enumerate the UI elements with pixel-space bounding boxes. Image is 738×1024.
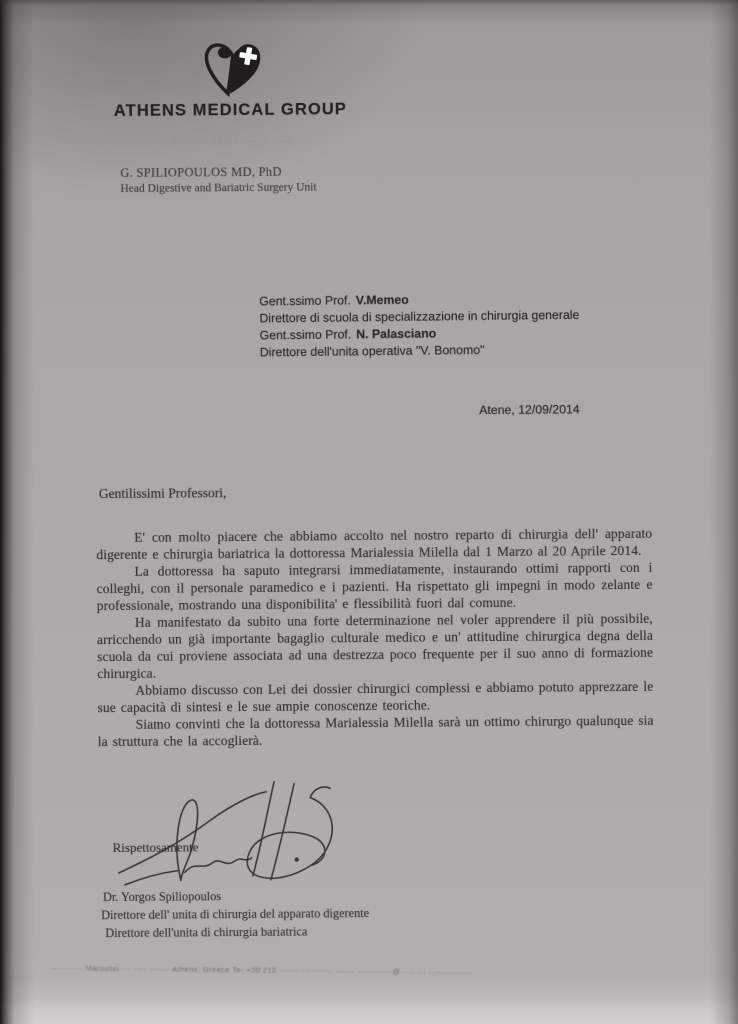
- paragraph: Abbiamo discusso con Lei dei dossier chirurgici complessi e abbiamo potuto apprezzare le sue capacità di sintesi e le sue ampie conoscenze teoriche.: [97, 678, 654, 716]
- letter-salutation: Gentilissimi Professori,: [98, 485, 227, 502]
- paragraph: E' con molto piacere che abbiamo accolto nel nostro reparto di chirurgia dell' apparato digerente e chirurgia bariatrica la dottoressa Marialessia Milella dal 1 Marzo al 20 Aprile 2014.: [96, 525, 653, 563]
- recipient-name: V.Memeo: [355, 292, 409, 308]
- recipient-title: Direttore di scuola di specializzazione in chirurgia generale: [259, 307, 580, 326]
- recipients-block: [259, 290, 580, 362]
- signer-title: Direttore dell' unita di chirurgia del apparato digerente: [101, 906, 370, 923]
- recipient-salutation: Gent.ssimo Prof.: [259, 327, 352, 343]
- sender-block: [120, 164, 316, 195]
- dateline: Atene, 12/09/2014: [479, 402, 580, 418]
- signer-name: Dr. Yorgos Spiliopoulos: [102, 889, 222, 905]
- recipient-salutation: Gent.ssimo Prof.: [259, 293, 351, 309]
- signer-block: [103, 886, 369, 942]
- org-name: ATHENS MEDICAL GROUP: [113, 100, 348, 120]
- sender-title: Head Digestive and Bariatric Surgery Unit: [120, 181, 317, 195]
- letter-body: [96, 525, 654, 750]
- recipient-name: N. Palasciano: [356, 326, 437, 342]
- heart-cross-logo-icon: [199, 41, 263, 104]
- sender-name: G. SPILIOPOULOS MD, PhD: [120, 164, 282, 180]
- signer-title: Direttore dell'unita di chirurgia bariatrica: [105, 924, 308, 941]
- paragraph: La dottoressa ha saputo integrarsi immediatamente, instaurando ottimi rapporti con i colleghi, con il personale paramedico e i pazienti. Ha rispettato gli impegni in modo zelante e professionale, mostrando una disponibilita' e flessibilità fuori dal comune.: [96, 559, 653, 614]
- valediction: Rispettosamente: [112, 839, 199, 856]
- letterhead-tagline-illegible: ·· ···· ····· ··· · ····: [173, 135, 295, 148]
- paragraph: Siamo convinti che la dottoressa Marialessia Milella sarà un ottimo chirurgo qualunque sia la struttura che la accoglierà.: [97, 712, 654, 750]
- paragraph: Ha manifestato da subito una forte determinazione nel voler apprendere il più possibile, arricchendo un già importante bagaglio culturale medico e un' attitudine chirurgica degna della scuola da cui proviene associata ad una destrezza poco frequente per il suo anno di formazione chirurgica.: [96, 610, 654, 682]
- footer-contact-line: ·· ········ Maroussi ··· ··-·· ······· Athens, Greece Te· +30 210 ······· ··· ··· ··· ······· ···· ·······@····· ··· ···-···········: [51, 963, 473, 978]
- recipient-title: Direttore dell'unita operativa "V. Bonomo": [259, 342, 485, 360]
- handwritten-signature: [114, 775, 355, 899]
